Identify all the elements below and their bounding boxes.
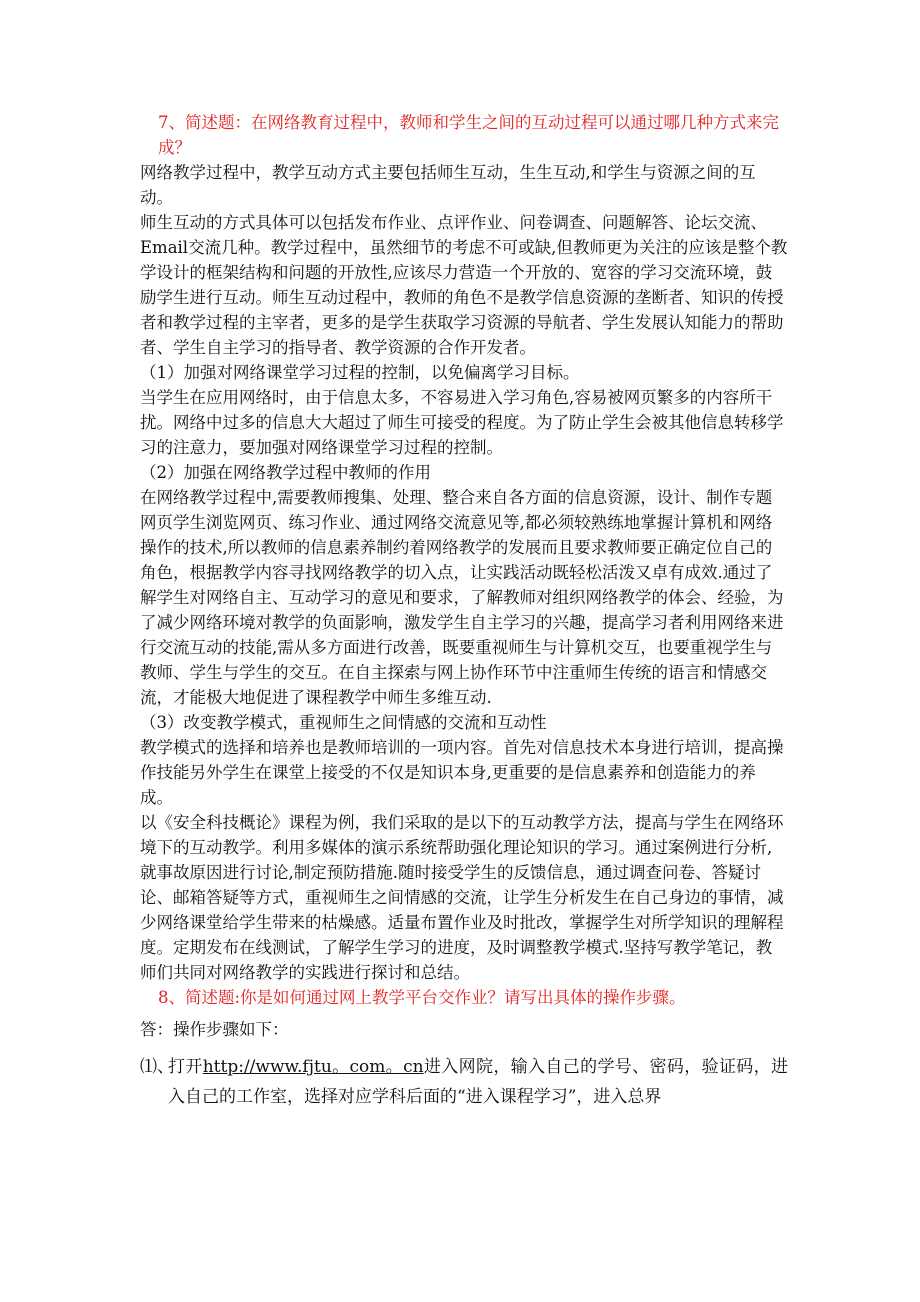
website-link[interactable]: http://www.fjtu。com。cn [202,1057,424,1077]
question-7-heading: 7、简述题：在网络教育过程中，教师和学生之间的互动过程可以通过哪几种方式来完成？ [158,113,779,157]
step-number: ⑴、 [140,1057,174,1077]
step-text-pre: 打开 [168,1057,203,1077]
answer-paragraph: 以《安全科技概论》课程为例，我们采取的是以下的互动教学方法，提高与学生在网络环境下的互动教学。利用多媒体的演示系统帮助强化理论知识的学习。通过案例进行分析,就事故原因进行讨论,制定预防措施.随时接受学生的反馈信息，通过调查问卷、答疑讨论、邮箱答疑等方式，重视师生之间情感的交流，让学生分析发生在自己身边的事情，减少网络课堂给学生带来的枯燥感。适量布置作业及时批改，掌握学生对所学知识的理解程度。定期发布在线测试，了解学生学习的进度，及时调整教学模式.坚持写教学笔记，教师们共同对网络教学的实践进行探讨和总结。 [140,813,784,982]
answer-paragraph: 网络教学过程中，教学互动方式主要包括师生互动，生生互动,和学生与资源之间的互动。 [140,163,756,207]
subheading-3: （3）改变教学模式，重视师生之间情感的交流和互动性 [140,713,547,732]
question-8-heading: 8、简述题:你是如何通过网上教学平台交作业？请写出具体的操作步骤。 [158,988,686,1007]
step-text-post: 进入网院，输入自己的学号、密码，验证码，进入自己的工作室，选择对应学科后面的“进入课程学习”，进入总界 [168,1057,789,1107]
answer-paragraph: 教学模式的选择和培养也是教师培训的一项内容。首先对信息技术本身进行培训，提高操作技能另外学生在课堂上接受的不仅是知识本身,更重要的是信息素养和创造能力的养成。 [140,738,784,807]
answer-paragraph: 当学生在应用网络时，由于信息太多，不容易进入学习角色,容易被网页繁多的内容所干扰。网络中过多的信息大大超过了师生可接受的程度。为了防止学生会被其他信息转移学习的注意力，要加强对网络课堂学习过程的控制。 [140,388,784,457]
answer-paragraph: 在网络教学过程中,需要教师搜集、处理、整合来自各方面的信息资源，设计、制作专题网页学生浏览网页、练习作业、通过网络交流意见等,都必须较熟练地掌握计算机和网络操作的技术,所以教师的信息素养制约着网络教学的发展而且要求教师要正确定位自己的角色，根据教学内容寻找网络教学的切入点，让实践活动既轻松活泼又卓有成效.通过了解学生对网络自主、互动学习的意见和要求，了解教师对组织网络教学的体会、经验，为了减少网络环境对教学的负面影响，激发学生自主学习的兴趣，提高学习者利用网络来进行交流互动的技能,需从多方面进行改善，既要重视师生与计算机交互，也要重视学生与教师、学生与学生的交互。在自主探索与网上协作环节中注重师生传统的语言和情感交流，才能极大地促进了课程教学中师生多维互动. [140,488,784,707]
document-page [140,110,788,1112]
step-item [140,1052,788,1112]
step-text [168,1052,788,1112]
subheading-1: （1）加强对网络课堂学习过程的控制，以免偏离学习目标。 [140,363,580,382]
subheading-2: （2）加强在网络教学过程中教师的作用 [140,463,431,482]
answer-paragraph: 师生互动的方式具体可以包括发布作业、点评作业、问卷调查、问题解答、论坛交流、Email交流几种。教学过程中，虽然细节的考虑不可或缺,但教师更为关注的应该是整个教学设计的框架结构和问题的开放性,应该尽力营造一个开放的、宽容的学习交流环境，鼓励学生进行互动。师生互动过程中，教师的角色不是教学信息资源的垄断者、知识的传授者和教学过程的主宰者，更多的是学生获取学习资源的导航者、学生发展认知能力的帮助者、学生自主学习的指导者、教学资源的合作开发者。 [140,213,788,357]
answer-intro: 答：操作步骤如下： [140,1020,289,1039]
